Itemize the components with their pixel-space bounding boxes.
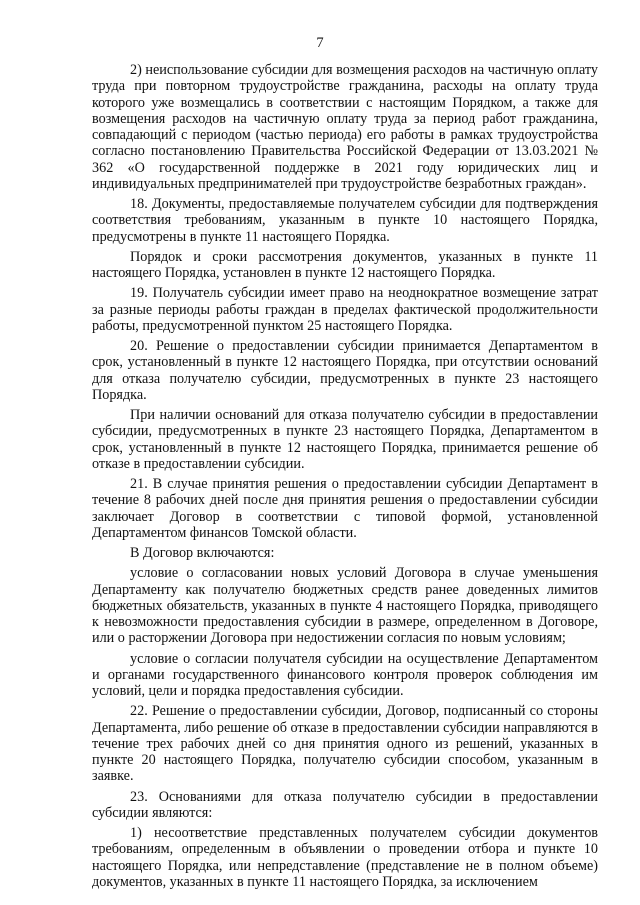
paragraph: 21. В случае принятия решения о предоставлении субсидии Департамент в течение 8 рабочих дней после дня принятия решения о предоставлении субсидии заключает Договор в соответствии с типовой формой, установленной Департаментом финансов Томской области.: [92, 476, 598, 541]
paragraph: 2) неиспользование субсидии для возмещения расходов на частичную оплату труда при повторном трудоустройстве гражданина, расходы на оплату труда которого уже возмещались в соответствии с настоящим Порядком, а также для возмещения расходов на частичную оплату труда за период работ гражданина, совпадающий с периодом (частью периода) его работы в рамках трудоустройства согласно постановлению Правительства Российской Федерации от 13.03.2021 № 362 «О государственной поддержке в 2021 году юридических лиц и индивидуальных предпринимателей при трудоустройстве безработных граждан».: [92, 62, 598, 192]
paragraph: 20. Решение о предоставлении субсидии принимается Департаментом в срок, установленный в пункте 12 настоящего Порядка, при отсутствии оснований для отказа получателю субсидии, предусмотренных в пункте 23 настоящего Порядка.: [92, 338, 598, 403]
paragraph: 19. Получатель субсидии имеет право на неоднократное возмещение затрат за разные периоды работы граждан в пределах фактической продолжительности работы, предусмотренной пунктом 25 настоящего Порядка.: [92, 285, 598, 334]
document-body: [92, 62, 598, 894]
paragraph: Порядок и сроки рассмотрения документов, указанных в пункте 11 настоящего Порядка, установлен в пункте 12 настоящего Порядка.: [92, 248, 598, 281]
paragraph: При наличии оснований для отказа получателю субсидии в предоставлении субсидии, предусмотренных в пункте 23 настоящего Порядка, Департаментом в срок, установленный в пункте 12 настоящего Порядка, принимается решение об отказе в предоставлении субсидии.: [92, 407, 598, 472]
paragraph: условие о согласовании новых условий Договора в случае уменьшения Департаменту как получателю бюджетных средств ранее доведенных лимитов бюджетных обязательств, указанных в пункте 4 настоящего Порядка, приводящего к невозможности предоставления субсидии в размере, определенном в Договоре, или о расторжении Договора при недостижении согласия по новым условиям;: [92, 565, 598, 647]
paragraph: В Договор включаются:: [130, 545, 275, 561]
paragraph: 22. Решение о предоставлении субсидии, Договор, подписанный со стороны Департамента, либо решение об отказе в предоставлении субсидии направляются в течение трех рабочих дней со дня принятия одного из решений, указанных в пункте 20 настоящего Порядка, получателю субсидии способом, указанным в заявке.: [92, 703, 598, 785]
paragraph: 18. Документы, предоставляемые получателем субсидии для подтверждения соответствия требованиям, указанным в пункте 10 настоящего Порядка, предусмотрены в пункте 11 настоящего Порядка.: [92, 196, 598, 245]
paragraph: 23. Основаниями для отказа получателю субсидии в предоставлении субсидии являются:: [92, 788, 598, 821]
paragraph: 1) несоответствие представленных получателем субсидии документов требованиям, определенным в объявлении о проведении отбора и пункте 10 настоящего Порядка, или непредставление (представление не в полном объеме) документов, указанных в пункте 11 настоящего Порядка, за исключением: [92, 825, 598, 890]
paragraph: условие о согласии получателя субсидии на осуществление Департаментом и органами государственного финансового контроля проверок соблюдения им условий, цели и порядка предоставления субсидии.: [92, 650, 598, 699]
page-number: 7: [316, 35, 324, 51]
